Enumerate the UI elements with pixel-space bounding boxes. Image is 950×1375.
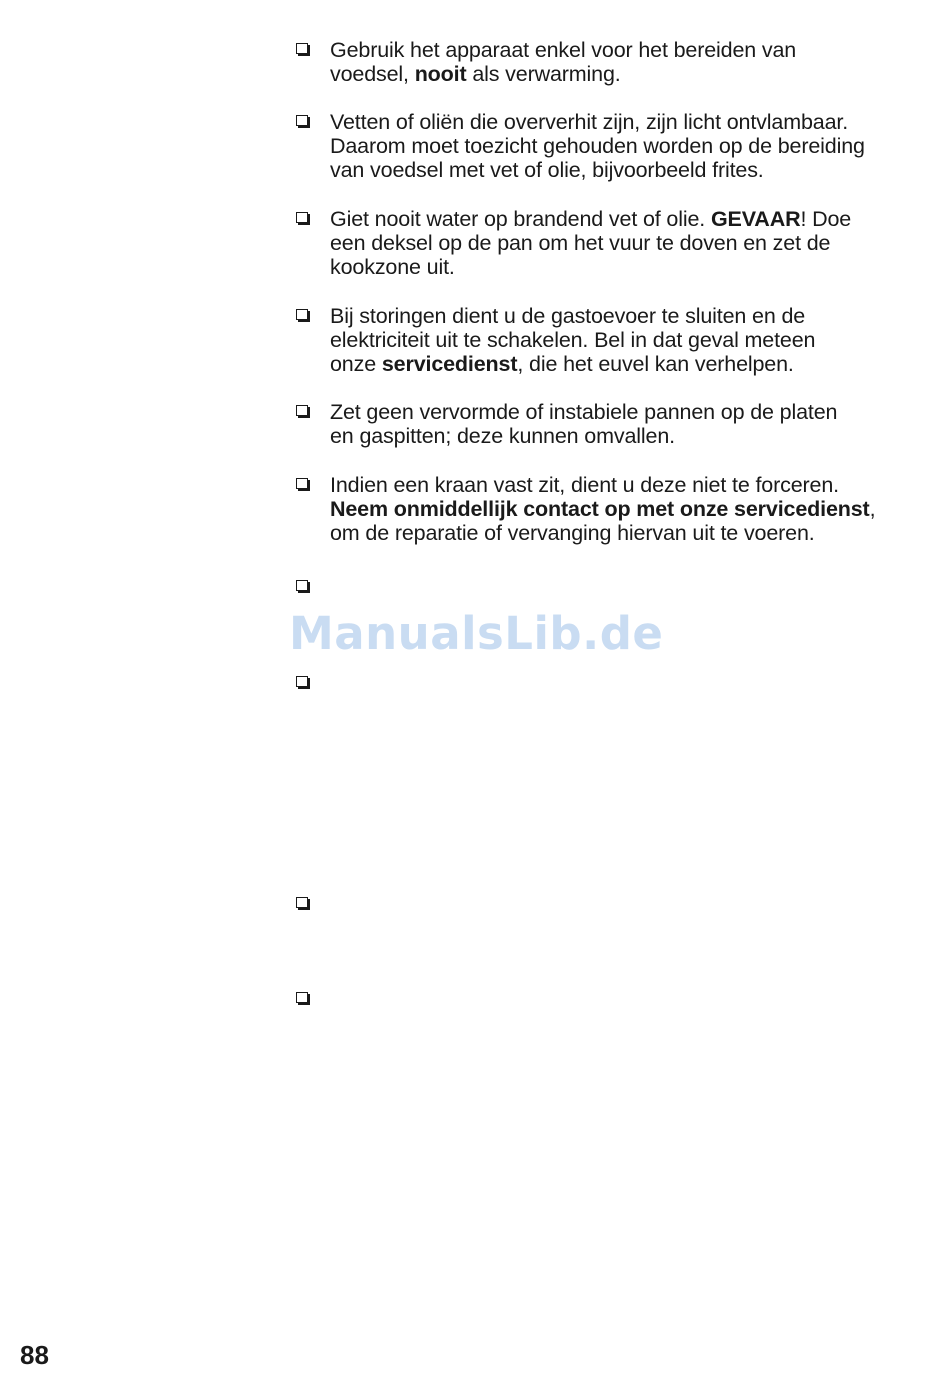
safety-item-text (330, 304, 922, 377)
text-run: en gaspitten; deze kunnen omvallen. (330, 424, 675, 449)
checkbox-bullet-icon (296, 309, 308, 320)
checkbox-bullet-icon (296, 405, 308, 416)
text-line (330, 473, 922, 497)
text-line (330, 38, 922, 62)
checkbox-bullet-icon (296, 115, 308, 126)
text-line (330, 62, 922, 86)
text-line (330, 231, 922, 255)
text-run: elektriciteit uit te schakelen. Bel in dat geval meteen (330, 328, 816, 353)
page-number: 88 (20, 1340, 49, 1370)
checkbox-bullet-icon (296, 478, 308, 489)
checkbox-bullet-icon (296, 992, 308, 1003)
text-run: Indien een kraan vast zit, dient u deze niet te forceren. (330, 473, 839, 497)
text-line (330, 424, 922, 448)
text-line (330, 400, 922, 424)
checkbox-bullet-icon (296, 676, 308, 687)
text-line (330, 110, 922, 134)
safety-item-text (330, 110, 922, 183)
checkbox-bullet-icon (296, 580, 308, 591)
text-line (330, 207, 922, 231)
watermark: ManualsLib.de (289, 607, 664, 660)
text-run: om de reparatie of vervanging hiervan uit te voeren. (330, 521, 815, 546)
bold-text-run: Neem onmiddellijk contact op met onze servicedienst (330, 497, 870, 522)
text-line (330, 255, 922, 279)
text-run: van voedsel met vet of olie, bijvoorbeeld frites. (330, 158, 764, 183)
text-run: ! Doe (800, 207, 852, 231)
checkbox-bullet-icon (296, 43, 308, 54)
text-run: als verwarming. (466, 62, 621, 87)
text-line (330, 134, 922, 158)
text-line (330, 328, 922, 352)
text-run: Giet nooit water op brandend vet of olie. (330, 207, 711, 231)
text-run: Zet geen vervormde of instabiele pannen op de platen (330, 400, 838, 424)
text-line (330, 158, 922, 182)
text-run: voedsel, (330, 62, 415, 87)
text-line (330, 497, 922, 521)
text-run: Vetten of oliën die oververhit zijn, zijn licht ontvlambaar. (330, 110, 849, 134)
safety-item-text (330, 207, 922, 280)
text-run: Bij storingen dient u de gastoevoer te sluiten en de (330, 304, 806, 328)
bold-text-run: GEVAAR (710, 207, 801, 231)
text-line (330, 521, 922, 545)
text-line (330, 352, 922, 376)
safety-item-text (330, 473, 922, 546)
text-line (330, 304, 922, 328)
text-run: kookzone uit. (330, 255, 455, 280)
text-run: onze (330, 352, 382, 377)
checkbox-bullet-icon (296, 897, 308, 908)
safety-item-text (330, 400, 922, 448)
text-run: een deksel op de pan om het vuur te doven en zet de (330, 231, 831, 256)
safety-item-text (330, 38, 922, 86)
text-run: Daarom moet toezicht gehouden worden op de bereiding (330, 134, 865, 159)
bold-text-run: servicedienst (381, 352, 518, 377)
bold-text-run: nooit (414, 62, 467, 87)
text-run: Gebruik het apparaat enkel voor het bereiden van (330, 38, 797, 62)
text-run: , (869, 497, 876, 522)
checkbox-bullet-icon (296, 212, 308, 223)
text-run: , die het euvel kan verhelpen. (517, 352, 794, 377)
